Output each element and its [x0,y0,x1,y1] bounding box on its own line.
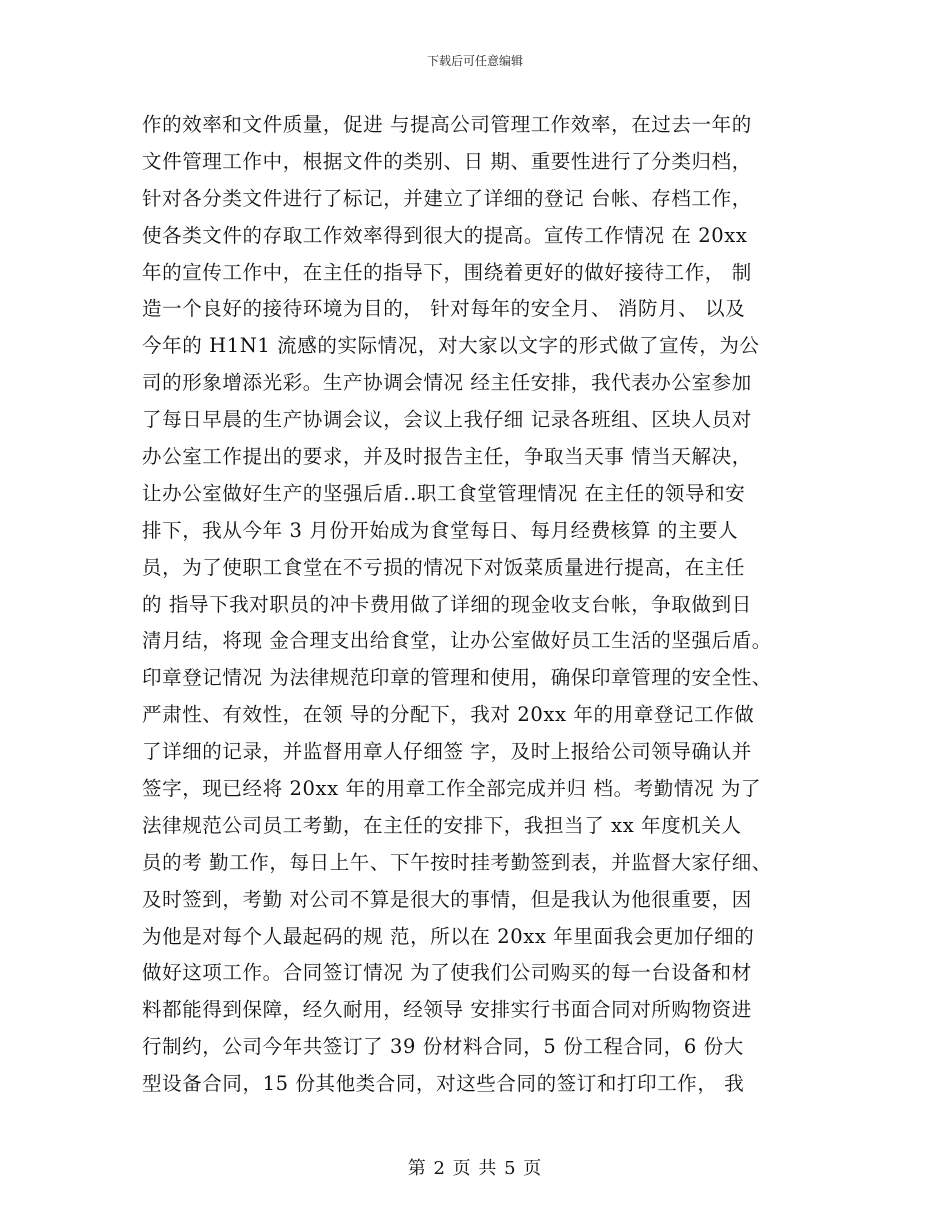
body-line: 针对各分类文件进行了标记，并建立了详细的登记 台帐、存档工作， [142,186,752,210]
body-line: 办公室工作提出的要求，并及时报告主任，争取当天事 情当天解决， [142,445,752,469]
body-line: 作的效率和文件质量，促进 与提高公司管理工作效率，在过去一年的 [142,113,752,136]
page-header: 下载后可任意编辑 [426,54,523,68]
body-line: 了详细的记录，并监督用章人仔细签 字，及时上报给公司领导确认并 [142,740,752,764]
body-line: 清月结，将现 金合理支出给食堂，让办公室做好员工生活的坚强后盾。 [142,629,772,653]
body-line: 今年的 H1N1 流感的实际情况，对大家以文字的形式做了宣传，为公 [142,334,760,358]
body-line: 年的宣传工作中，在主任的指导下，围绕着更好的做好接待工作， 制 [142,260,752,284]
body-line: 造一个良好的接待环境为目的， 针对每年的安全月、 消防月、 以及 [142,297,746,321]
body-line: 员的考 勤工作，每日上午、下午按时挂考勤签到表，并监督大家仔细、 [142,850,772,874]
body-line: 为他是对每个人最起码的规 范，所以在 20xx 年里面我会更加仔细的 [142,924,755,948]
body-line: 排下，我从今年 3 月份开始成为食堂每日、每月经费核算 的主要人 [142,518,739,542]
body-line: 印章登记情况 为法律规范印章的管理和使用，确保印章管理的安全性、 [142,666,772,690]
body-line: 员，为了使职工食堂在不亏损的情况下对饭菜质量进行提高，在主任 [142,555,746,579]
body-line: 司的形象增添光彩。生产协调会情况 经主任安排，我代表办公室参加 [142,371,752,395]
body-line: 型设备合同，15 份其他类合同，对这些合同的签订和打印工作， 我 [142,1072,745,1096]
body-line: 让办公室做好生产的坚强后盾..职工食堂管理情况 在主任的领导和安 [142,481,746,505]
document-body [142,107,832,1103]
body-line: 及时签到，考勤 对公司不算是很大的事情，但是我认为他很重要，因 [142,887,752,911]
body-line: 法律规范公司员工考勤，在主任的安排下，我担当了 xx 年度机关人 [142,813,742,837]
body-line: 了每日早晨的生产协调会议，会议上我仔细 记录各班组、区块人员对 [142,408,752,432]
body-line: 行制约，公司今年共签订了 39 份材料合同，5 份工程合同，6 份大 [142,1035,744,1059]
body-line: 料都能得到保障，经久耐用，经领导 安排实行书面合同对所购物资进 [142,998,752,1022]
body-line: 使各类文件的存取工作效率得到很大的提高。宣传工作情况 在 20xx [142,223,748,247]
body-line: 严肃性、有效性，在领 导的分配下，我对 20xx 年的用章登记工作做 [142,703,755,727]
page-number: 第 2 页 共 5 页 [407,1158,543,1179]
body-line: 文件管理工作中，根据文件的类别、日 期、重要性进行了分类归档， [142,149,752,173]
body-line: 做好这项工作。合同签订情况 为了使我们公司购买的每一台设备和材 [142,961,752,985]
body-line: 签字，现已经将 20xx 年的用章工作全部完成并归 档。考勤情况 为了 [142,777,762,801]
body-line: 的 指导下我对职员的冲卡费用做了详细的现金收支台帐，争取做到日 [142,592,752,616]
